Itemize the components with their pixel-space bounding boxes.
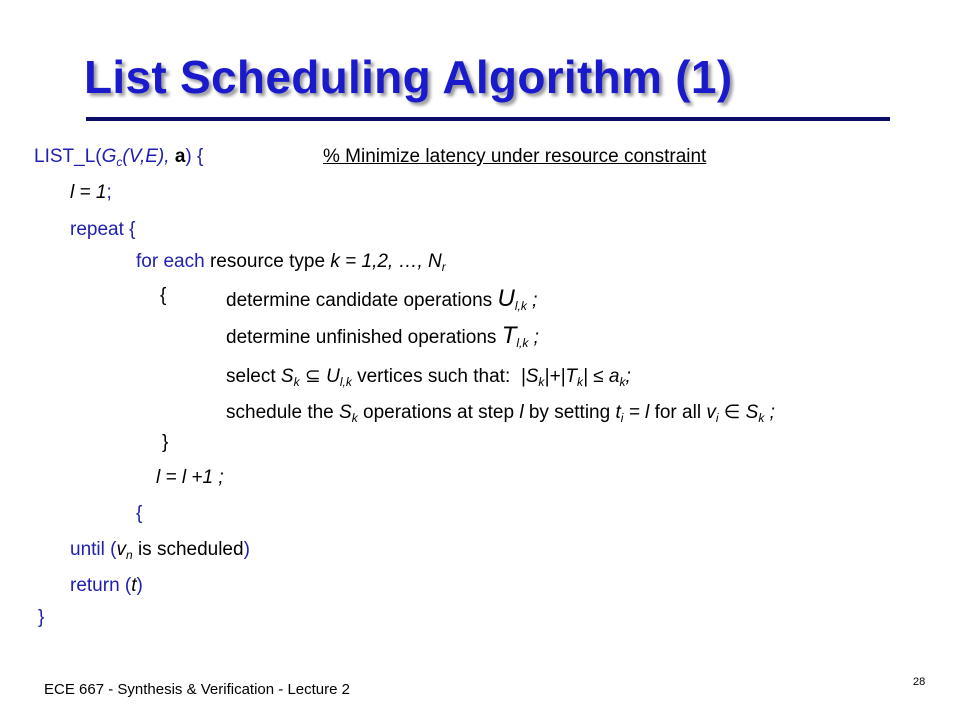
nr-subscript: r: [441, 260, 446, 274]
semicolon: ;: [769, 402, 775, 423]
func-open: ) {: [185, 146, 204, 167]
inner-open-brace: {: [160, 285, 167, 306]
candidate-text: determine candidate operations: [226, 290, 493, 311]
a-subscript: k: [619, 375, 626, 389]
t-subscript: i: [620, 411, 624, 425]
element-of-symbol: ∈: [723, 402, 741, 423]
loop-brace: {: [136, 503, 143, 524]
abs-T: |+|T: [544, 366, 577, 387]
T-subscript: l,k: [516, 336, 529, 350]
graph-symbol: G: [101, 146, 117, 167]
S-subscript: k: [351, 411, 358, 425]
code-line-1: [34, 146, 203, 168]
until-close: ): [243, 539, 250, 560]
abs-close: |: [582, 366, 588, 387]
code-line-11: [136, 503, 142, 525]
code-line-8: [226, 401, 775, 424]
code-line-3: [70, 219, 136, 241]
S-symbol: S: [339, 402, 352, 423]
le-symbol: ≤: [593, 366, 604, 387]
code-line-10: [156, 467, 224, 489]
U-symbol: U: [497, 285, 515, 312]
U-subscript: l,k: [514, 299, 527, 313]
slide-title: List Scheduling Algorithm (1): [84, 51, 733, 103]
by-setting-text: by setting: [528, 402, 611, 423]
l-symbol: l: [519, 402, 524, 423]
semicolon: ;: [625, 366, 631, 387]
U-subscript: l,k: [339, 375, 352, 389]
return-keyword: return (: [70, 575, 132, 596]
return-value: t: [131, 575, 137, 596]
semicolon: ;: [532, 290, 538, 311]
until-keyword: until (: [70, 539, 117, 560]
code-line-12: [70, 539, 250, 561]
for-all-text: for all: [654, 402, 702, 423]
comment-line: [323, 146, 706, 168]
code-line-6: [226, 322, 539, 350]
init-semicolon: ;: [106, 182, 112, 203]
schedule-text: schedule the: [226, 402, 334, 423]
t-symbol: t: [615, 402, 621, 423]
select-text: select: [226, 366, 276, 387]
code-line-5: [160, 285, 166, 307]
func-name: LIST_L(: [34, 146, 102, 167]
code-line-5-body: [226, 285, 537, 313]
increment-statement: l = l +1 ;: [156, 467, 224, 488]
code-line-4: [136, 251, 446, 273]
code-line-7: [226, 365, 631, 388]
vertices-text: vertices such that:: [357, 366, 511, 387]
page-number: 28: [913, 676, 926, 688]
S-subscript: k: [293, 375, 300, 389]
graph-args: (V,E),: [122, 146, 170, 167]
S-subscript-2: k: [758, 411, 765, 425]
v-symbol: v: [706, 402, 716, 423]
code-line-2: [70, 182, 112, 204]
code-line-9: [162, 432, 168, 454]
return-close: ): [136, 575, 143, 596]
abs-S-subscript: k: [538, 375, 545, 389]
unfinished-text: determine unfinished operations: [226, 327, 497, 348]
code-line-13: [70, 575, 143, 597]
U-symbol: U: [326, 366, 340, 387]
title-underline: [86, 117, 890, 121]
S-symbol: S: [280, 366, 294, 387]
a-symbol: a: [608, 366, 620, 387]
k-range: k = 1,2, …, N: [330, 251, 442, 272]
abs-T-subscript: k: [576, 375, 583, 389]
for-each-keyword: for each: [136, 251, 205, 272]
v-subscript: i: [715, 411, 719, 425]
T-symbol: T: [501, 322, 517, 349]
func-close-brace: }: [38, 607, 45, 628]
slide-footer: ECE 667 - Synthesis & Verification - Lecture 2: [44, 681, 350, 698]
graph-subscript: c: [116, 155, 123, 169]
comment-text: % Minimize latency under resource constraint: [323, 146, 707, 167]
S-symbol-2: S: [745, 402, 759, 423]
code-line-14: [38, 607, 44, 629]
resource-type-text: resource type: [209, 251, 326, 272]
inner-close-brace: }: [162, 432, 169, 453]
init-statement: l = 1: [70, 182, 107, 203]
repeat-keyword: repeat {: [70, 219, 136, 240]
operations-text: operations at step: [363, 402, 515, 423]
v-subscript: n: [125, 548, 133, 562]
subset-symbol: ⊆: [304, 366, 321, 387]
resource-bound-arg: a: [174, 146, 186, 167]
v-symbol: v: [116, 539, 126, 560]
equals-l: = l: [628, 402, 650, 423]
scheduled-text: is scheduled: [137, 539, 244, 560]
abs-S: |S: [520, 366, 539, 387]
semicolon: ;: [533, 327, 539, 348]
